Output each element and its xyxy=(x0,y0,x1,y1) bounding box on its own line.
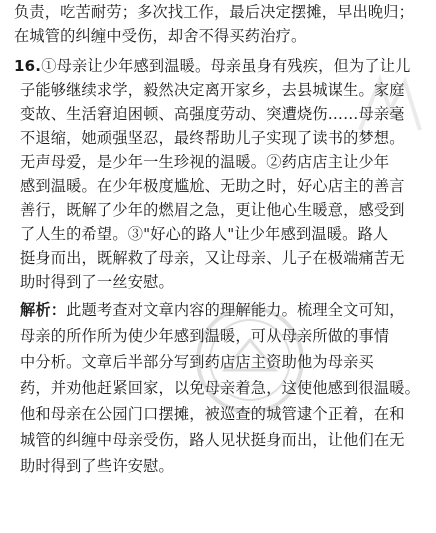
question-number: 16. xyxy=(14,57,42,75)
analysis-line-4: 药，并劝他赶紧回家，以免母亲着急，这使他感到很温暖。 xyxy=(20,379,421,397)
text-line-9: 善行，既解了少年的燃眉之急，更让他心生暖意，感受到 xyxy=(20,201,405,219)
analysis-label: 解析： xyxy=(20,301,67,319)
text-line-11: 挺身而出，既解救了母亲，又让母亲、儿子在极端痛苦无 xyxy=(20,249,405,267)
analysis-line-7: 助时得到了些许安慰。 xyxy=(20,457,174,475)
text-line-6: 不退缩，她顽强坚忍，最终帮助儿子实现了读书的梦想。 xyxy=(20,129,405,147)
analysis-line-6: 城管的纠缠中母亲受伤，路人见状挺身而出，让他们在无 xyxy=(20,431,405,449)
analysis-line-3: 中分析。文章后半部分写到药店店主资助他为母亲买 xyxy=(20,353,374,371)
answer-text: ①母亲让少年感到温暖。母亲虽身有残疾，但为了让儿 xyxy=(41,57,411,75)
analysis-line-2: 母亲的所作所为使少年感到温暖，可从母亲所做的事情 xyxy=(20,327,390,345)
text-line-5: 变故、生活窘迫困顿、高强度劳动、突遭烧伤……母亲毫 xyxy=(20,105,405,123)
text-line-1: 负责，吃苦耐劳；多次找工作，最后决定摆摊，早出晚归； xyxy=(14,3,415,21)
analysis-line-5: 他和母亲在公园门口摆摊，被巡查的城管逮个正着，在和 xyxy=(20,405,405,423)
text-line-12: 助时得到了一丝安慰。 xyxy=(20,273,174,291)
question-16-line-1 xyxy=(14,56,426,76)
text-line-8: 感到温暖。在少年极度尴尬、无助之时，好心店主的善言 xyxy=(20,177,405,195)
text-line-7: 无声母爱，是少年一生珍视的温暖。②药店店主让少年 xyxy=(20,153,390,171)
text-line-2: 在城管的纠缠中受伤，却舍不得买药治疗。 xyxy=(14,27,307,45)
text-line-10: 了人生的希望。③"好心的路人"让少年感到温暖。路人 xyxy=(20,225,389,243)
text-line-4: 子能够继续求学，毅然决定离开家乡，去县城谋生。家庭 xyxy=(20,81,405,99)
analysis-line-1 xyxy=(20,300,432,320)
analysis-text: 此题考查对文章内容的理解能力。梳理全文可知， xyxy=(66,301,405,319)
